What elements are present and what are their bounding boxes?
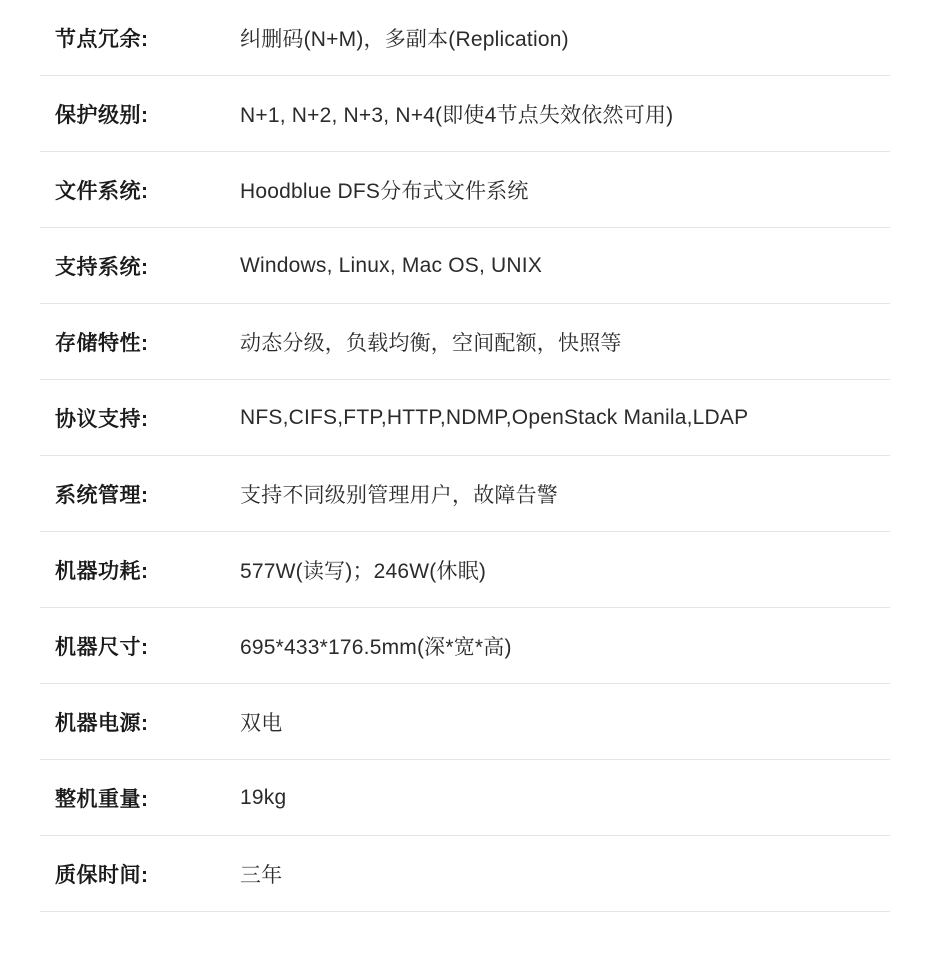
spec-value: 三年 bbox=[240, 863, 283, 887]
table-row bbox=[40, 304, 890, 380]
spec-label: 保护级别: bbox=[55, 103, 149, 127]
spec-label: 协议支持: bbox=[55, 407, 149, 431]
spec-label: 机器功耗: bbox=[55, 559, 149, 583]
table-row bbox=[40, 684, 890, 760]
table-row bbox=[40, 380, 890, 456]
spec-value: 双电 bbox=[240, 711, 283, 735]
spec-value: 动态分级，负载均衡，空间配额，快照等 bbox=[240, 331, 622, 355]
table-row bbox=[40, 608, 890, 684]
spec-value: 19kg bbox=[240, 785, 287, 809]
spec-value: Windows, Linux, Mac OS, UNIX bbox=[240, 253, 543, 277]
spec-label: 存储特性: bbox=[55, 331, 149, 355]
table-row bbox=[40, 532, 890, 608]
spec-value: N+1, N+2, N+3, N+4(即使4节点失效依然可用) bbox=[240, 103, 674, 127]
spec-value: 纠删码(N+M)，多副本(Replication) bbox=[240, 27, 569, 51]
table-row bbox=[40, 0, 890, 76]
spec-value: Hoodblue DFS分布式文件系统 bbox=[240, 179, 529, 203]
spec-value: 577W(读写)；246W(休眠) bbox=[240, 559, 487, 583]
spec-label: 机器电源: bbox=[55, 711, 149, 735]
table-row bbox=[40, 456, 890, 532]
spec-label: 机器尺寸: bbox=[55, 635, 149, 659]
spec-label: 节点冗余: bbox=[55, 27, 149, 51]
spec-value: NFS,CIFS,FTP,HTTP,NDMP,OpenStack Manila,LDAP bbox=[240, 405, 749, 429]
table-row bbox=[40, 228, 890, 304]
table-row bbox=[40, 760, 890, 836]
table-row bbox=[40, 152, 890, 228]
spec-label: 文件系统: bbox=[55, 179, 149, 203]
spec-label: 整机重量: bbox=[55, 787, 149, 811]
spec-label: 系统管理: bbox=[55, 483, 149, 507]
spec-label: 支持系统: bbox=[55, 255, 149, 279]
spec-value: 支持不同级别管理用户，故障告警 bbox=[240, 483, 558, 507]
table-row bbox=[40, 836, 890, 912]
spec-label: 质保时间: bbox=[55, 863, 149, 887]
spec-value: 695*433*176.5mm(深*宽*高) bbox=[240, 635, 512, 659]
table-row bbox=[40, 76, 890, 152]
